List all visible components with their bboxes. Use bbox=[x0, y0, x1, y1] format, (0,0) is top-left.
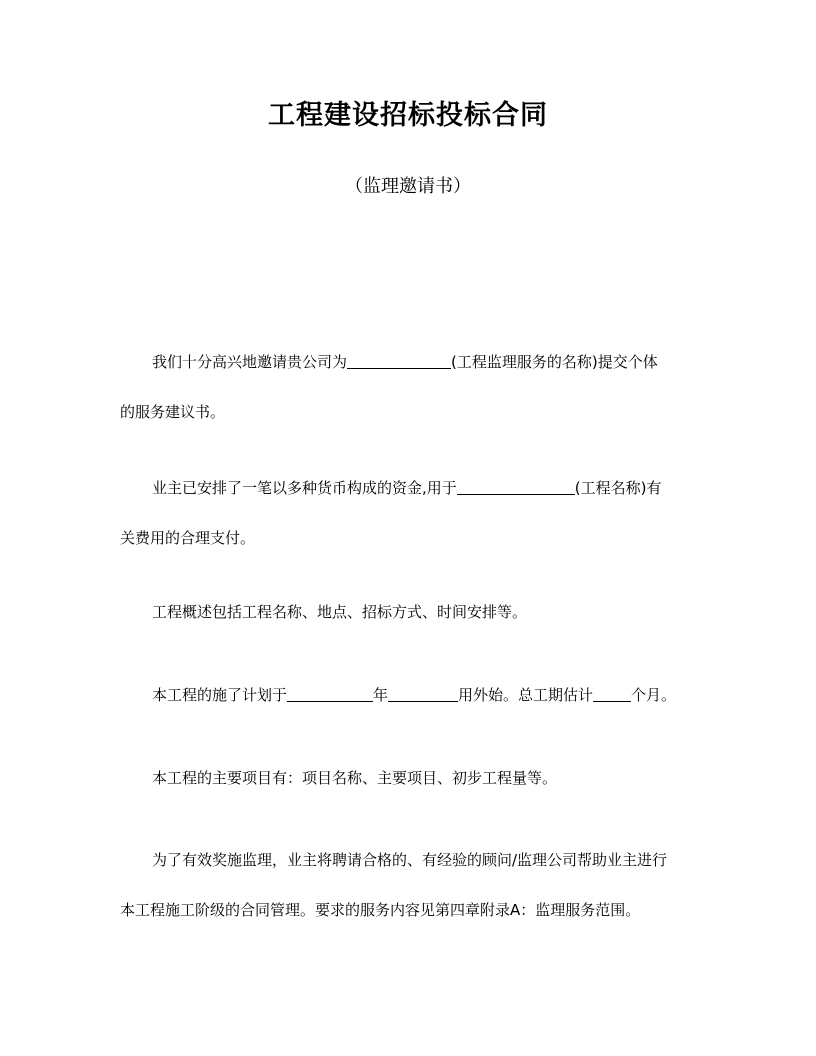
text-segment: 用外始。总工期估计 bbox=[458, 686, 594, 704]
text-segment: 业主已安排了一笔以多种货币构成的资金,用于 bbox=[152, 479, 457, 497]
paragraph-line: 本工程施工阶级的合同管理。要求的服务内容见第四章附录A：监理服务范围。 bbox=[120, 901, 641, 919]
paragraph-line bbox=[120, 350, 700, 374]
text-segment: 年 bbox=[373, 686, 389, 704]
paragraph-line: 为了有效奖施监理，业主将聘请合格的、有经验的顾问/监理公司帮助业主进行 bbox=[152, 851, 668, 869]
fill-in-blank-year bbox=[287, 685, 373, 702]
paragraph-line: 工程概述包括工程名称、地点、招标方式、时间安排等。 bbox=[152, 603, 528, 621]
text-segment: (工程监理服务的名称)提交个体 bbox=[451, 353, 658, 371]
text-segment: 个月。 bbox=[631, 686, 677, 704]
document-subtitle: （监理邀请书） bbox=[345, 176, 471, 197]
paragraph-invitation bbox=[120, 350, 700, 424]
paragraph-line: 的服务建议书。 bbox=[120, 403, 226, 421]
paragraph-schedule bbox=[120, 683, 700, 707]
paragraph-main-items bbox=[120, 766, 700, 790]
paragraph-line bbox=[120, 476, 700, 500]
text-segment: 我们十分高兴地邀请贵公司为 bbox=[152, 353, 348, 371]
paragraph-line: 关费用的合理支付。 bbox=[120, 529, 256, 547]
paragraph-overview bbox=[120, 600, 700, 624]
paragraph-line: 本工程的主要项目有：项目名称、主要项目、初步工程量等。 bbox=[152, 769, 558, 787]
fill-in-blank-duration bbox=[593, 685, 631, 702]
paragraph-funding bbox=[120, 476, 700, 550]
paragraph-line bbox=[120, 683, 700, 707]
document-title: 工程建设招标投标合同 bbox=[268, 100, 548, 131]
fill-in-blank-project-name bbox=[457, 478, 575, 495]
fill-in-blank-month bbox=[388, 685, 458, 702]
paragraph-supervision bbox=[120, 848, 700, 922]
text-segment: (工程名称)有 bbox=[574, 479, 662, 497]
text-segment: 本工程的施了计划于 bbox=[152, 686, 288, 704]
fill-in-blank-service-name bbox=[347, 352, 451, 369]
